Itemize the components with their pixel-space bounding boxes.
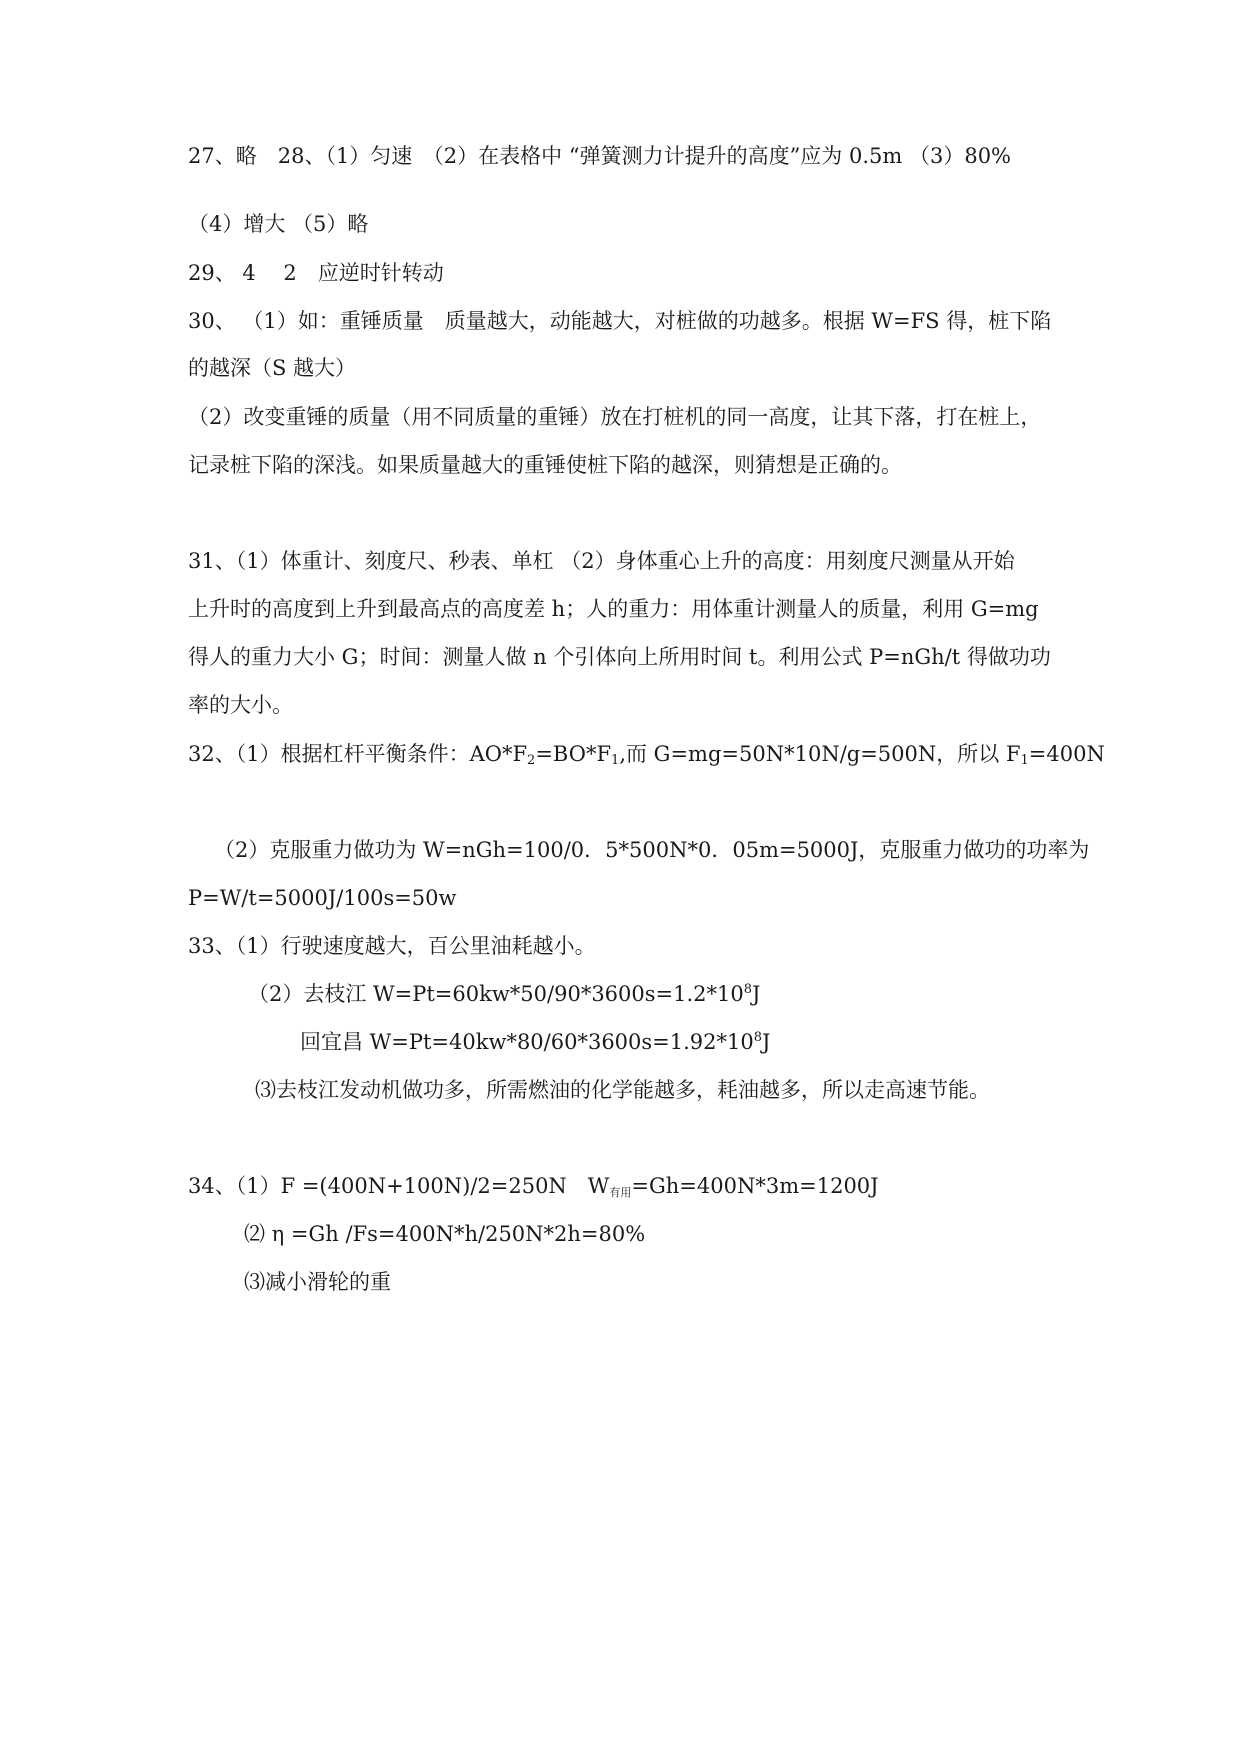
answer-27-28-line: 27、略 28、（1）匀速 （2）在表格中 “弹簧测力计提升的高度”应为 0.5m （3）80%: [188, 144, 1012, 168]
answer-34-subscript-useful: 有用: [609, 1186, 632, 1199]
answer-32-subscript-1b: 1: [1020, 753, 1029, 768]
answer-30-line-3: （2）改变重锤的质量（用不同质量的重锤）放在打桩机的同一高度，让其下落，打在桩上，: [188, 405, 1042, 429]
answer-32-subscript-1: 1: [611, 753, 620, 768]
answer-33-yichang-b: J: [762, 1030, 771, 1054]
answer-33-line-3: [300, 1030, 770, 1054]
answer-29-line: 29、 4 2 应逆时针转动: [188, 261, 444, 285]
answer-28-continued-line: （4）增大 （5）略: [188, 212, 369, 236]
answer-32-line-3: P=W/t=5000J/100s=50w: [188, 886, 457, 910]
answer-33-zhijiang-a: （2）去枝江 W=Pt=60kw*50/90*3600s=1.2*10: [248, 982, 744, 1006]
answer-32-text-c: ,而 G=mg=50N*10N/g=500N，所以 F: [619, 742, 1021, 766]
answer-32-text-b: =BO*F: [535, 742, 612, 766]
answer-33-line-1: 33、（1）行驶速度越大，百公里油耗越小。: [188, 934, 596, 958]
answer-33-line-4: ⑶去枝江发动机做功多，所需燃油的化学能越多，耗油越多，所以走高速节能。: [255, 1078, 990, 1102]
answer-31-line-1: 31、（1）体重计、刻度尺、秒表、单杠 （2）身体重心上升的高度：用刻度尺测量从开始: [188, 549, 1015, 573]
answer-34-line-3: ⑶减小滑轮的重: [244, 1270, 391, 1294]
answer-32-line-1: [188, 742, 1105, 766]
answer-33-exponent-8: 8: [743, 982, 753, 997]
answer-32-line-2: （2）克服重力做功为 W=nGh=100/0．5*500N*0．05m=5000J，克服重力做功的功率为: [214, 838, 1090, 862]
answer-33-zhijiang-b: J: [752, 982, 761, 1006]
answer-31-line-4: 率的大小。: [188, 693, 293, 717]
answer-34-line-1: [188, 1174, 879, 1198]
answer-30-line-4: 记录桩下陷的深浅。如果质量越大的重锤使桩下陷的越深，则猜想是正确的。: [188, 453, 902, 477]
answer-32-subscript-2: 2: [527, 753, 536, 768]
answer-34-text-a: 34、（1）F =(400N+100N)/2=250N W: [188, 1174, 610, 1198]
answer-32-text-a: 32、（1）根据杠杆平衡条件：AO*F: [188, 742, 528, 766]
answer-31-line-2: 上升时的高度到上升到最高点的高度差 h；人的重力：用体重计测量人的质量，利用 G=mg: [188, 597, 1039, 621]
answer-33-line-2: [248, 982, 760, 1006]
answer-31-line-3: 得人的重力大小 G；时间：测量人做 n 个引体向上所用时间 t。利用公式 P=nGh/t 得做功功: [188, 645, 1051, 669]
answer-34-line-2: ⑵ η =Gh /Fs=400N*h/250N*2h=80%: [244, 1222, 646, 1246]
answer-30-line-1: 30、 （1）如：重锤质量 质量越大，动能越大，对桩做的功越多。根据 W=FS 得，桩下陷: [188, 309, 1052, 333]
answer-30-line-2: 的越深（S 越大）: [188, 356, 357, 380]
answer-34-text-b: =Gh=400N*3m=1200J: [631, 1174, 879, 1198]
answer-32-text-d: =400N: [1028, 742, 1105, 766]
answer-33-yichang-a: 回宜昌 W=Pt=40kw*80/60*3600s=1.92*10: [300, 1030, 754, 1054]
answer-33-exponent-8b: 8: [753, 1030, 763, 1045]
